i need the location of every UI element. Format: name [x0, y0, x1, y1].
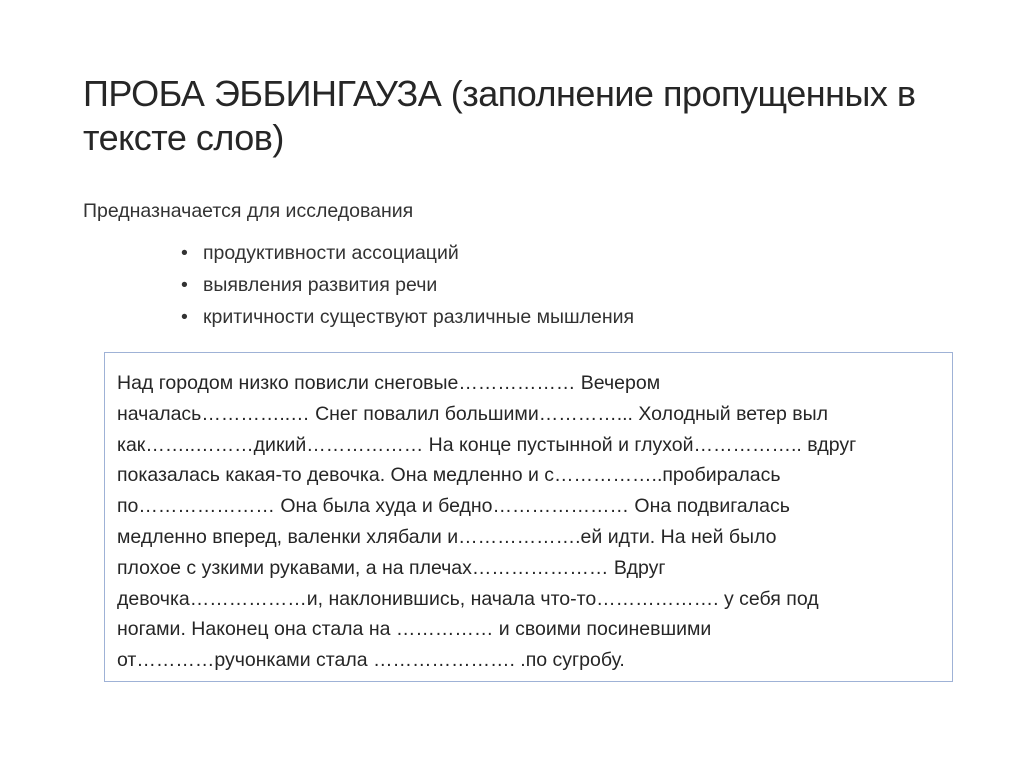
- exercise-line: Над городом низко повисли снеговые……………… Вечером: [117, 372, 661, 394]
- bullet-list: [181, 238, 634, 334]
- exercise-line: ногами. Наконец она стала на …………… и своими посиневшими: [117, 618, 712, 641]
- exercise-line: медленно вперед, валенки хлябали и……………….ей идти. На ней было: [117, 525, 777, 548]
- exercise-line: по………………… Она была худа и бедно………………… Она подвигалась: [117, 495, 790, 518]
- exercise-line: от…………ручонками стала …………………. .по сугробу.: [117, 649, 625, 672]
- slide-title: ПРОБА ЭББИНГАУЗА (заполнение пропущенных в тексте слов): [83, 73, 916, 158]
- bullet-item-label: критичности существуют различные мышления: [203, 306, 635, 328]
- bullet-dot-icon: •: [181, 306, 188, 328]
- bullet-item: [181, 302, 634, 334]
- bullet-dot-icon: •: [181, 274, 188, 296]
- exercise-text-box: [104, 352, 953, 682]
- exercise-line: как……..………дикий……………… На конце пустынной и глухой…………….. вдруг: [117, 433, 857, 456]
- exercise-line: началась…………..… Снег повалил большими…………... Холодный ветер выл: [117, 402, 828, 425]
- bullet-item-label: продуктивности ассоциаций: [203, 242, 459, 264]
- exercise-line: показалась какая-то девочка. Она медленно и с……………..пробиралась: [117, 464, 781, 487]
- bullet-dot-icon: •: [181, 242, 188, 264]
- bullet-item: [181, 238, 634, 270]
- exercise-line: плохое с узкими рукавами, а на плечах………………… Вдруг: [117, 556, 666, 579]
- bullet-item-label: выявления развития речи: [203, 274, 438, 296]
- exercise-line: девочка………………и, наклонившись, начала что-то………………. у себя под: [117, 587, 819, 610]
- bullet-item: [181, 270, 634, 302]
- intro-text: Предназначается для исследования: [83, 200, 414, 222]
